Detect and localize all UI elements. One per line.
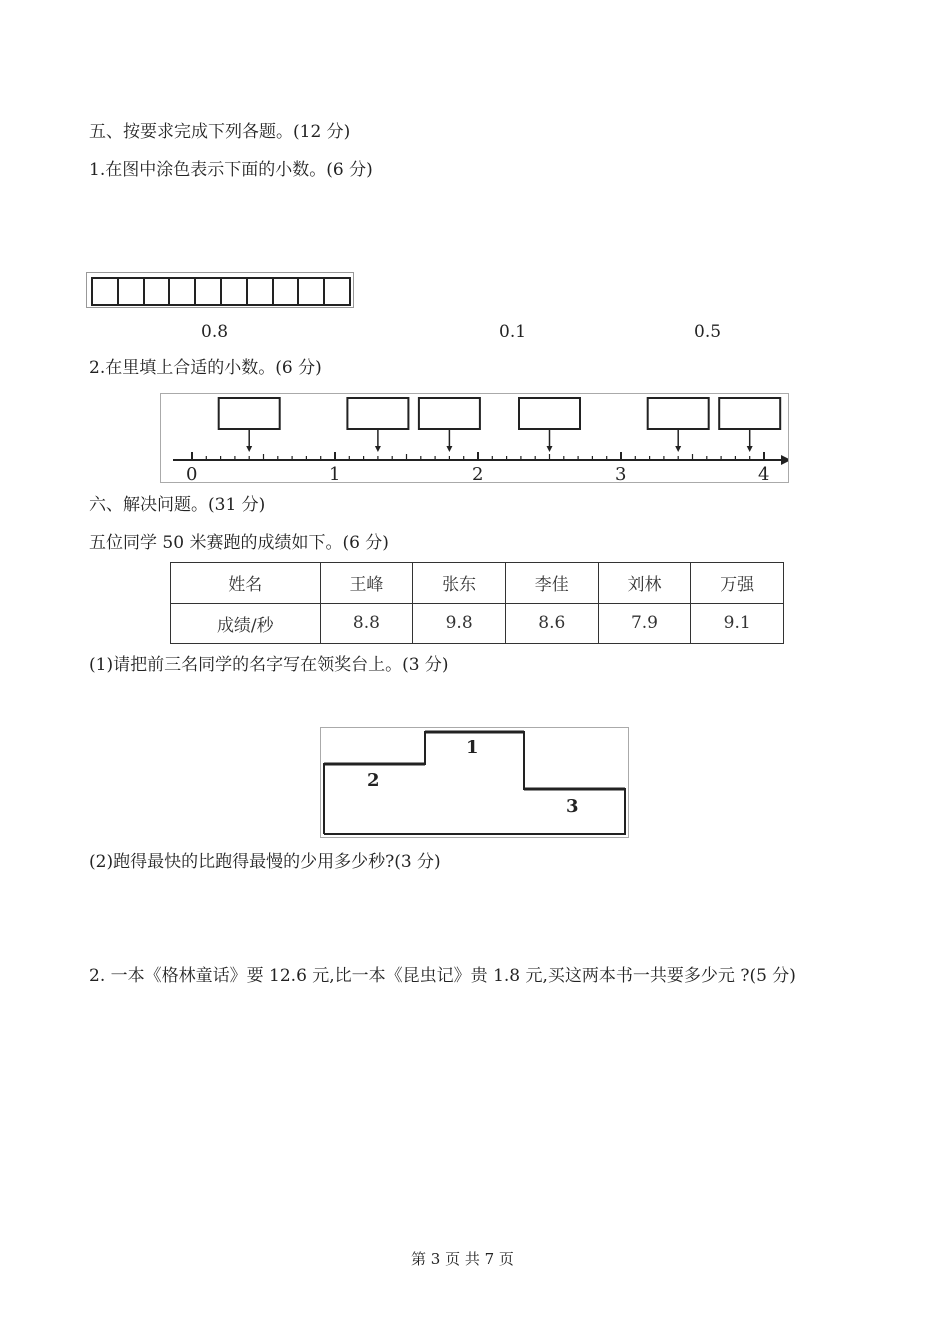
- table-cell: 姓名: [171, 563, 321, 604]
- answer-box[interactable]: [347, 398, 408, 429]
- table-cell: 成绩/秒: [171, 603, 321, 644]
- race-intro: 五位同学 50 米赛跑的成绩如下。(6 分): [89, 533, 389, 553]
- arrow-down-icon: [675, 446, 681, 452]
- number-line-label: 2: [472, 464, 484, 482]
- table-cell: 王峰: [320, 563, 413, 604]
- podium-label-second: 2: [367, 770, 380, 791]
- grid-cell[interactable]: [299, 279, 325, 304]
- table-cell: 刘林: [598, 563, 691, 604]
- arrow-down-icon: [375, 446, 381, 452]
- table-cell: 9.1: [691, 603, 784, 644]
- page-footer: 第 3 页 共 7 页: [411, 1250, 514, 1268]
- section5-heading: 五、按要求完成下列各题。(12 分): [89, 122, 351, 142]
- podium-svg: [321, 728, 628, 837]
- grid-cell[interactable]: [170, 279, 196, 304]
- number-line-label: 3: [615, 464, 627, 482]
- axis-arrow-icon: [781, 455, 788, 465]
- number-line-label: 0: [186, 464, 198, 482]
- grid-cell[interactable]: [196, 279, 222, 304]
- grid-cell[interactable]: [248, 279, 274, 304]
- table-cell: 张东: [413, 563, 506, 604]
- podium-label-first: 1: [466, 737, 479, 758]
- podium-label-third: 3: [566, 796, 579, 817]
- table-cell: 9.8: [413, 603, 506, 644]
- grid-cell[interactable]: [93, 279, 119, 304]
- question-2: 2.在里填上合适的小数。(6 分): [89, 358, 322, 378]
- answer-box[interactable]: [648, 398, 709, 429]
- decimal-label-3: 0.5: [694, 322, 722, 342]
- grid-cell[interactable]: [119, 279, 145, 304]
- table-cell: 万强: [691, 563, 784, 604]
- grid-cell[interactable]: [145, 279, 171, 304]
- grid-cell[interactable]: [274, 279, 300, 304]
- sub-question-1: (1)请把前三名同学的名字写在领奖台上。(3 分): [89, 655, 449, 675]
- grid-cell[interactable]: [222, 279, 248, 304]
- table-cell: 8.8: [320, 603, 413, 644]
- table-row-header: [171, 563, 784, 604]
- arrow-down-icon: [747, 446, 753, 452]
- number-line-figure: [160, 393, 789, 483]
- table-cell: 李佳: [505, 563, 598, 604]
- arrow-down-icon: [547, 446, 553, 452]
- decimal-label-2: 0.1: [499, 322, 527, 342]
- answer-box[interactable]: [219, 398, 280, 429]
- table-cell: 8.6: [505, 603, 598, 644]
- answer-box[interactable]: [719, 398, 780, 429]
- grid-cell[interactable]: [325, 279, 349, 304]
- section6-heading: 六、解决问题。(31 分): [89, 495, 266, 515]
- sub-question-2: (2)跑得最快的比跑得最慢的少用多少秒?(3 分): [89, 852, 441, 872]
- arrow-down-icon: [446, 446, 452, 452]
- answer-box[interactable]: [519, 398, 580, 429]
- podium-figure: [320, 727, 629, 838]
- number-line-svg: [161, 394, 788, 482]
- number-line-label: 1: [329, 464, 341, 482]
- table-cell: 7.9: [598, 603, 691, 644]
- question-1: 1.在图中涂色表示下面的小数。(6 分): [89, 160, 373, 180]
- question-books: 2. 一本《格林童话》要 12.6 元,比一本《昆虫记》贵 1.8 元,买这两本书一共要多少元 ?(5 分): [89, 966, 796, 986]
- table-row-scores: [171, 603, 784, 644]
- answer-box[interactable]: [419, 398, 480, 429]
- arrow-down-icon: [246, 446, 252, 452]
- ten-cell-grid: [86, 272, 354, 308]
- decimal-label-1: 0.8: [201, 322, 229, 342]
- race-results-table: [170, 562, 784, 644]
- number-line-label: 4: [758, 464, 770, 482]
